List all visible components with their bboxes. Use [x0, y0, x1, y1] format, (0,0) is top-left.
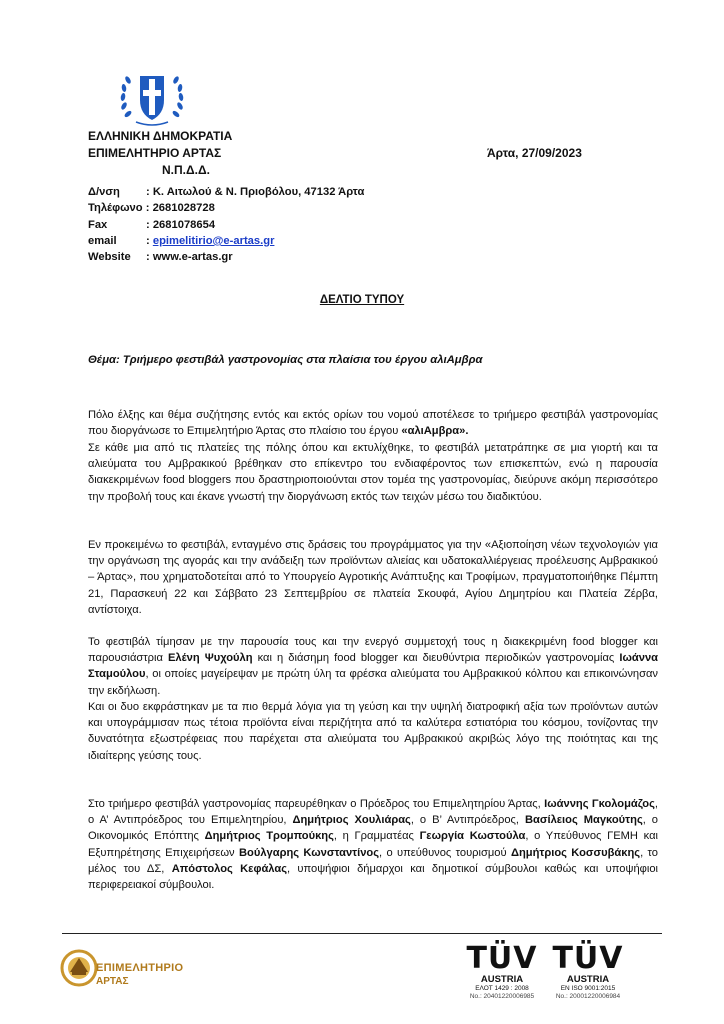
tuv-cert-number: No.: 20001220006984 — [555, 993, 621, 1000]
para-text: , η Γραμματέας — [333, 830, 420, 843]
tuv-cert-number: No.: 20401220006985 — [469, 993, 535, 1000]
person-name: Απόστολος Κεφάλας — [171, 862, 287, 875]
tuv-certificate-2 — [548, 941, 628, 1004]
document-title: ΔΕΛΤΙΟ ΤΥΠΟΥ — [319, 294, 405, 306]
body-paragraph-3 — [88, 537, 658, 618]
org-name: ΕΛΛΗΝΙΚΗ ΔΗΜΟΚΡΑΤΙΑ — [88, 129, 233, 143]
contact-value: : Κ. Αιτωλού & Ν. Πριοβόλου, 47132 Άρτα — [146, 186, 365, 198]
para-text: , το μέλος του ΔΣ, — [88, 846, 658, 875]
footer-divider — [62, 933, 662, 934]
tuv-logo-mark: TÜV — [466, 941, 538, 976]
contact-website — [88, 250, 233, 265]
contact-label: email — [88, 235, 117, 247]
contact-value: : www.e-artas.gr — [146, 251, 233, 263]
body-paragraph-6 — [88, 796, 658, 893]
person-name: Γεωργία Κωστούλα — [419, 830, 526, 843]
person-name: Δημήτριος Χουλιάρας — [292, 814, 411, 827]
para-text: Το φεστιβάλ τίμησαν με την παρουσία τους και την ενεργό συμμετοχή τους η διακεκριμένη food blogger και παρουσιάστρια — [88, 636, 658, 665]
tuv-standard: ΕΛΟΤ 1429 : 2008 — [475, 985, 529, 992]
person-name: Δημήτριος Κοσσυβάκης — [510, 846, 641, 859]
contact-value: : 2681078654 — [146, 219, 216, 231]
body-paragraph-5 — [88, 699, 658, 764]
contact-label: Fax — [88, 219, 108, 231]
contact-address — [88, 185, 364, 200]
body-paragraph-2 — [88, 440, 658, 505]
para-text: , ο υπεύθυνος τουρισμού — [379, 846, 511, 859]
para-text: , οι οποίες μαγείρεψαν με πρώτη ύλη τα φρέσκα αλιεύματα του Αμβρακικού κόλπου και επικοινώνησαν την εκδήλωση. — [88, 668, 658, 697]
contact-phone — [88, 201, 215, 216]
contact-fax — [88, 218, 215, 233]
para-text: , υποψήφιοι δήμαρχοι και δημοτικοί σύμβουλοι καθώς και υποψήφιοι περιφερειακοί σύμβουλοι. — [88, 862, 659, 892]
para-text: , ο Υπεύθυνος ΓΕΜΗ και Εξυπηρέτησης Επιχειρήσεων — [88, 830, 658, 859]
body-paragraph-1 — [88, 407, 658, 439]
project-name: «αλιΑμβρα». — [401, 425, 469, 438]
tuv-logo-mark: TÜV — [552, 941, 624, 976]
chamber-logo-city: ΑΡΤΑΣ — [96, 976, 129, 987]
contact-label: Δ/νση — [88, 186, 120, 198]
person-name: Δημήτριος Τρομπούκης — [204, 830, 334, 843]
org-legal-form: Ν.Π.Δ.Δ. — [162, 163, 210, 177]
person-name: Ελένη Ψυχούλη — [168, 652, 253, 665]
tuv-logo-name: AUSTRIA — [566, 974, 610, 985]
contact-prefix: : — [146, 235, 153, 247]
chamber-logo-icon — [60, 946, 98, 992]
body-paragraph-4 — [88, 634, 658, 699]
contact-email — [88, 234, 274, 249]
para-text: , ο Α’ Αντιπρόεδρος του Επιμελητηρίου, — [88, 798, 658, 827]
para-text: Εν προκειμένω το φεστιβάλ, ενταγμένο στις δράσεις του προγράμματος για την «Αξιοποίηση νέων τεχνολογιών για την οργάνωση της αγοράς και την ανάδειξη των προϊόντων αλιείας και υδατοκαλλιέργειας προέλευσης Αμβρακικού – Άρτας», που χρηματοδοτείται από το Υπουργείο Αγροτικής Ανάπτυξης και Τροφίμων, πραγματοποιήθηκε Πέμπτη 21, Παρασκευή 22 και Σάββατο 23 Σεπτεμβρίου σε πλατεία Σκουφά, Αγίου Δημητρίου και Πλατεία Ζέρβα, αντίστοιχα. — [88, 539, 658, 616]
para-text: , ο Β’ Αντιπρόεδρος, — [410, 814, 525, 827]
org-chamber: ΕΠΙΜΕΛΗΤΗΡΙΟ ΑΡΤΑΣ — [88, 146, 222, 160]
para-text: και η διάσημη food blogger και διευθύντρια περιοδικών γαστρονομίας — [252, 652, 620, 665]
document-date: Άρτα, 27/09/2023 — [487, 146, 582, 160]
person-name: Ιωάννα Σταμούλου — [88, 652, 658, 681]
document-subject: Θέμα: Τριήμερο φεστιβάλ γαστρονομίας στα πλαίσια του έργου αλιΑμβρα — [88, 354, 483, 366]
contact-label: Website — [88, 251, 131, 263]
tuv-standard: EN ISO 9001:2015 — [560, 985, 616, 992]
chamber-logo-name: ΕΠΙΜΕΛΗΤΗΡΙΟ — [96, 962, 184, 974]
para-text: , ο Οικονομικός Επόπτης — [88, 814, 658, 843]
person-name: Βασίλειος Μαγκούτης — [524, 814, 643, 827]
contact-value: : 2681028728 — [145, 202, 215, 214]
contact-label: Τηλέφωνο — [88, 202, 143, 214]
para-text: Στο τριήμερο φεστιβάλ γαστρονομίας παρευρέθηκαν ο Πρόεδρος του Επιμελητηρίου Άρτας, — [88, 798, 545, 810]
email-link[interactable]: epimelitirio@e-artas.gr — [152, 235, 275, 247]
para-text: Πόλο έλξης και θέμα συζήτησης εντός και εκτός ορίων του νομού αποτέλεσε το τριήμερο φεστιβάλ γαστρονομίας που διοργάνωσε το Επιμελητήριο Άρτας στο πλαίσιο του έργου — [88, 409, 658, 438]
tuv-certificate-1 — [462, 941, 542, 1004]
person-name: Ιωάννης Γκολομάζος — [544, 798, 655, 810]
tuv-logo-name: AUSTRIA — [480, 974, 524, 985]
para-text: Και οι δυο εκφράστηκαν με τα πιο θερμά λόγια για τη γεύση και την υψηλή διατροφική αξία των προϊόντων αυτών και υπογράμμισαν πως τέτοια προϊόντα είναι περιζήτητα από τα καλύτερα εστιατόρια του κόσμου, τονίζοντας την δυνατότητα εξωστρέφειας που παρέχεται στα αλιεύματα του Αμβρακικού ακριβώς λόγο της ποιότητας και της ιδιαίτερης γεύσης τους. — [88, 701, 658, 762]
chamber-logo — [60, 946, 184, 996]
greek-emblem-icon — [112, 66, 192, 126]
para-text: Σε κάθε μια από τις πλατείες της πόλης όπου και εκτυλίχθηκε, το φεστιβάλ μετατράπηκε σε μια γιορτή και τα αλιεύματα του Αμβρακικού βρέθηκαν στο επίκεντρο του ενδιαφέροντος των επισκεπτών, ενώ η παρουσία διακεκριμένων food bloggers που δραστηριοποιούνται στον τομέα της γαστρονομίας, διεύρυνε ακόμη περισσότερο την προβολή τους και έκανε γνωστή την διοργάνωση εκτός των τειχών μέσω του διαδικτύου. — [88, 442, 658, 503]
person-name: Βούλγαρης Κωνσταντίνος — [239, 846, 380, 859]
